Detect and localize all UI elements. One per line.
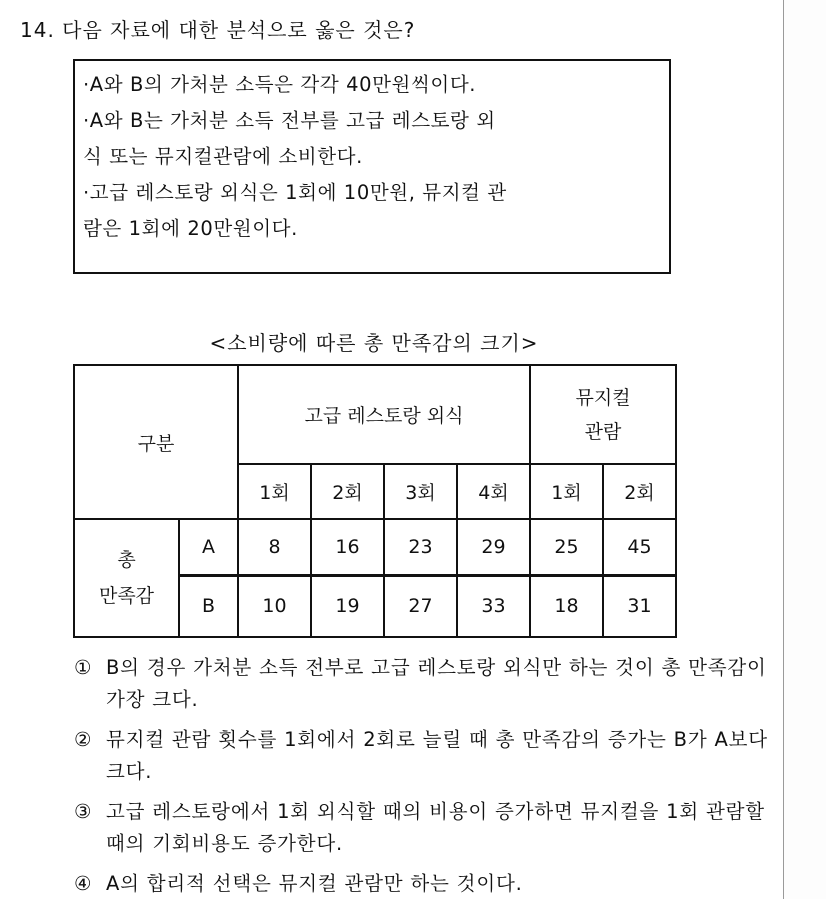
row-group-line2: 만족감 xyxy=(98,585,155,607)
value-cell: 45 xyxy=(603,519,676,575)
info-line-3: 식 또는 뮤지컬관람에 소비한다. xyxy=(83,145,363,168)
question-title: 14. 다음 자료에 대한 분석으로 옳은 것은? xyxy=(20,18,416,42)
sub-header-cell: 2회 xyxy=(603,464,676,519)
option-number: ③ xyxy=(74,800,93,823)
option-text: 고급 레스토랑에서 1회 외식할 때의 비용이 증가하면 뮤지컬을 1회 관람할 때의 기회비용도 증가한다. xyxy=(106,800,765,855)
option-text: 뮤지컬 관람 횟수를 1회에서 2회로 늘릴 때 총 만족감의 증가는 B가 A보다 크다. xyxy=(106,728,768,783)
row-label-b: B xyxy=(179,575,238,637)
sub-header-cell: 1회 xyxy=(238,464,311,519)
value-cell: 18 xyxy=(530,575,603,637)
right-margin-pane xyxy=(784,0,826,899)
row-label-a: A xyxy=(179,519,238,575)
satisfaction-table xyxy=(73,364,677,638)
value-cell: 19 xyxy=(311,575,384,637)
sub-header-cell: 2회 xyxy=(311,464,384,519)
info-line-1: ·A와 B의 가처분 소득은 각각 40만원씩이다. xyxy=(83,73,477,96)
value-cell: 10 xyxy=(238,575,311,637)
option-1[interactable] xyxy=(74,652,774,716)
option-3[interactable] xyxy=(74,796,774,860)
info-line-5: 람은 1회에 20만원이다. xyxy=(83,217,298,240)
corner-header: 구분 xyxy=(74,365,238,519)
info-box xyxy=(73,59,671,274)
option-4[interactable] xyxy=(74,868,774,900)
option-number: ② xyxy=(74,728,93,751)
row-group-label xyxy=(74,519,179,637)
restaurant-group-header: 고급 레스토랑 외식 xyxy=(238,365,530,464)
option-text: B의 경우 가처분 소득 전부로 고급 레스토랑 외식만 하는 것이 총 만족감이 가장 크다. xyxy=(106,656,767,711)
value-cell: 29 xyxy=(457,519,530,575)
table-title: <소비량에 따른 총 만족감의 크기> xyxy=(209,331,539,355)
answer-options xyxy=(74,652,774,908)
option-number: ④ xyxy=(74,872,93,895)
value-cell: 31 xyxy=(603,575,676,637)
value-cell: 8 xyxy=(238,519,311,575)
sub-header-cell: 1회 xyxy=(530,464,603,519)
page-divider xyxy=(783,0,784,899)
value-cell: 25 xyxy=(530,519,603,575)
option-text: A의 합리적 선택은 뮤지컬 관람만 하는 것이다. xyxy=(106,872,523,895)
option-number: ① xyxy=(74,656,93,679)
value-cell: 27 xyxy=(384,575,457,637)
info-line-2: ·A와 B는 가처분 소득 전부를 고급 레스토랑 외 xyxy=(83,109,496,132)
row-group-line1: 총 xyxy=(117,549,136,571)
musical-header-line2: 관람 xyxy=(584,420,622,443)
option-2[interactable] xyxy=(74,724,774,788)
sub-header-cell: 3회 xyxy=(384,464,457,519)
musical-header-line1: 뮤지컬 xyxy=(575,386,631,409)
value-cell: 16 xyxy=(311,519,384,575)
value-cell: 33 xyxy=(457,575,530,637)
musical-group-header xyxy=(530,365,676,464)
value-cell: 23 xyxy=(384,519,457,575)
sub-header-cell: 4회 xyxy=(457,464,530,519)
info-line-4: ·고급 레스토랑 외식은 1회에 10만원, 뮤지컬 관 xyxy=(83,181,507,204)
table-row-a xyxy=(74,519,676,575)
